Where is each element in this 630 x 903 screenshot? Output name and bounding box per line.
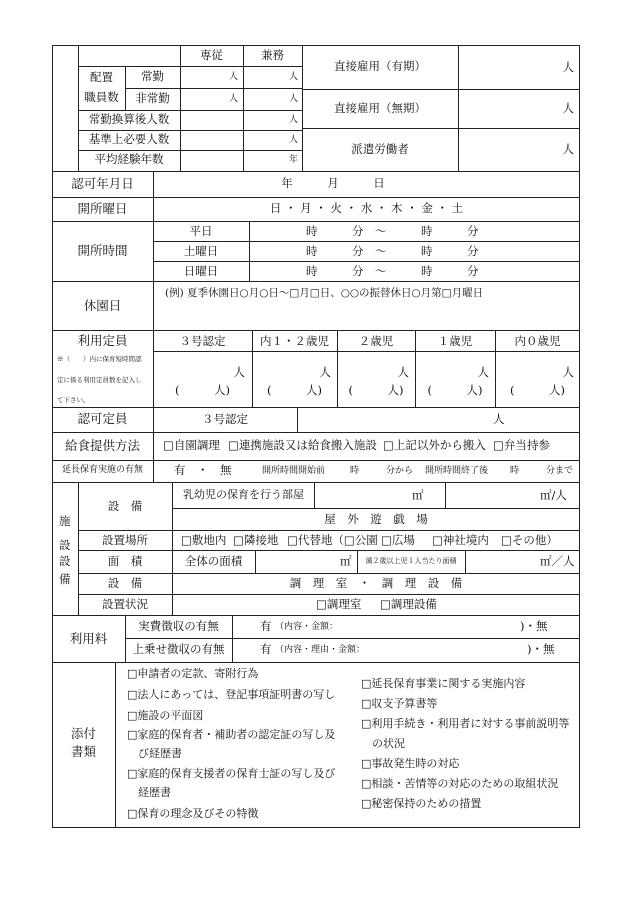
unit-person: 人	[288, 72, 298, 82]
capacity-col-category3: ３号認定	[179, 334, 226, 348]
unit-person: 人	[493, 412, 505, 426]
equipment-label: 設 備	[107, 499, 143, 513]
extended-start-label: 開所時間開始前	[262, 466, 326, 476]
unit-person: 人	[228, 94, 238, 104]
unit-person: 人	[233, 365, 245, 379]
extra-charge-yes[interactable]: 有	[260, 642, 272, 656]
sunday-hours-field[interactable]: 時 分 ～ 時 分	[306, 264, 479, 278]
attachment-item-complaints[interactable]: □相談・苦情等の対応のための取組状況	[361, 777, 559, 790]
location-other[interactable]: □その他）	[501, 533, 558, 547]
attachment-item-supporter-cert-cont: 経歴書	[127, 786, 171, 799]
unit-person: 人	[288, 115, 298, 125]
required-staff-label: 基準上必要人数	[88, 132, 170, 146]
fees-label: 利用料	[69, 631, 108, 646]
capacity-col-age1-2: 内１・２歳児	[260, 334, 329, 348]
location-label: 設置場所	[102, 533, 148, 547]
extra-charge-label: 上乗せ徴収の有無	[132, 642, 225, 656]
attachment-item-accident[interactable]: □事故発生時の対応	[361, 757, 460, 770]
unit-year: 年	[288, 155, 298, 165]
attachment-item-philosophy[interactable]: □保育の理念及びその特徴	[127, 807, 259, 820]
attachment-item-floor-plan[interactable]: □施設の平面図	[127, 709, 204, 722]
capacity-shorttime-field[interactable]: ( 人)	[267, 383, 322, 397]
attachments-label: 添付	[70, 726, 96, 741]
weekday-label: 平日	[189, 224, 213, 238]
area-per-child-label: 満２歳以上児１人当たり面積	[365, 557, 457, 565]
open-days-label: 開所曜日	[77, 201, 128, 216]
meal-option-partner-facility[interactable]: □連携施設又は給食搬入施設	[228, 438, 377, 452]
equipment-label: 設 備	[107, 576, 143, 590]
actual-cost-label: 実費徴収の有無	[138, 619, 219, 633]
capacity-shorttime-field[interactable]: ( 人)	[510, 383, 565, 397]
avg-experience-label: 平均経験年数	[94, 152, 164, 166]
unit-person: 人	[562, 142, 574, 156]
extra-charge-no[interactable]: )・無	[527, 642, 555, 656]
capacity-note-line: ※（ ）内に保育短時間認	[57, 355, 142, 363]
extended-start-time-field[interactable]: 時 分から	[350, 466, 414, 476]
attachment-item-extended-care[interactable]: □延長保育事業に関する実施内容	[361, 677, 526, 690]
meal-option-own-kitchen[interactable]: □自園調理	[163, 438, 220, 452]
capacity-shorttime-field[interactable]: ( 人)	[348, 383, 404, 397]
direct-fixed-term-label: 直接雇用（有期）	[334, 59, 426, 73]
capacity-note-line: 定に係る利用定員数を記入し	[57, 376, 142, 384]
weekday-hours-field[interactable]: 時 分 ～ 時 分	[306, 224, 479, 238]
attachment-item-bylaws[interactable]: □申請者の定款、寄附行為	[127, 667, 259, 680]
dispatched-worker-label: 派遣労働者	[351, 142, 409, 156]
unit-person: 人	[562, 60, 574, 74]
attachment-item-budget[interactable]: □収支予算書等	[361, 697, 438, 710]
attachment-item-supporter-cert[interactable]: □家庭的保育支援者の保育士証の写し及び	[127, 767, 336, 780]
unit-m2-per-child: ㎡/人	[540, 488, 567, 502]
attachment-item-caregiver-cert[interactable]: □家庭的保育者・補助者の認定証の写し及	[127, 728, 336, 741]
attachments-label: 書類	[70, 744, 96, 759]
capacity-col-age0: 内０歳児	[514, 334, 561, 348]
status-kitchen-equipment[interactable]: □調理設備	[380, 597, 437, 611]
actual-cost-detail-field[interactable]: （内容・金額：	[275, 622, 339, 632]
holiday-label: 休園日	[83, 298, 122, 313]
actual-cost-yes[interactable]: 有	[260, 619, 272, 633]
extended-care-label: 延長保育実施の有無	[61, 465, 143, 475]
col-fulltime-header: 専従	[200, 48, 223, 62]
location-on-site[interactable]: □敷地内	[181, 533, 227, 547]
facility-side-label: 備	[59, 572, 71, 586]
direct-indefinite-label: 直接雇用（無期）	[334, 101, 426, 115]
capacity-shorttime-field[interactable]: ( 人)	[175, 383, 230, 397]
unit-person: 人	[228, 72, 238, 82]
outdoor-playground-label: 屋 外 遊 戯 場	[324, 512, 428, 526]
unit-person: 人	[288, 135, 298, 145]
extended-end-time-field[interactable]: 時 分まで	[510, 466, 574, 476]
capacity-col-age2: ２歳児	[358, 334, 394, 348]
unit-person: 人	[562, 101, 574, 115]
extra-charge-detail-field[interactable]: （内容・理由・金額：	[275, 645, 366, 655]
total-area-label: 全体の面積	[184, 554, 243, 568]
attachment-item-confidentiality[interactable]: □秘密保持のための措置	[361, 797, 482, 810]
capacity-label: 利用定員	[77, 333, 128, 348]
extended-end-label: 開所時間終了後	[425, 466, 489, 476]
col-concurrent-header: 兼務	[261, 48, 284, 62]
installation-status-label: 設置状況	[102, 597, 148, 611]
meal-method-label: 給食提供方法	[64, 438, 140, 453]
actual-cost-no[interactable]: )・無	[520, 619, 548, 633]
approved-capacity-category: ３号認定	[202, 412, 248, 426]
facility-side-label: 設	[59, 554, 71, 568]
meal-option-bento[interactable]: □弁当持参	[493, 438, 550, 452]
infant-room-label: 乳幼児の保育を行う部屋	[183, 488, 304, 501]
unit-person: 人	[319, 365, 331, 379]
unit-person: 人	[397, 365, 409, 379]
unit-person: 人	[477, 365, 489, 379]
capacity-shorttime-field[interactable]: ( 人)	[427, 383, 483, 397]
open-days-options[interactable]: 日 ・ 月 ・ 火 ・ 水 ・ 木 ・ 金 ・ 土	[269, 201, 464, 215]
assigned-staff-label-2: 職員数	[84, 90, 119, 104]
sunday-label: 日曜日	[183, 264, 219, 278]
open-hours-label: 開所時間	[77, 243, 128, 258]
attachment-item-procedure[interactable]: □利用手続き・利用者に対する事前説明等	[361, 717, 570, 730]
area-label: 面 積	[107, 554, 143, 568]
kitchen-label: 調 理 室 ・ 調 理 設 備	[289, 576, 463, 590]
unit-m2: ㎡	[412, 488, 424, 502]
capacity-col-age1: １歳児	[437, 334, 473, 348]
unit-m2: ㎡	[340, 554, 352, 568]
parttime-label: 非常勤	[135, 91, 170, 105]
attachment-item-procedure-cont: の状況	[361, 737, 405, 750]
facility-side-label: 施	[59, 514, 71, 528]
assigned-staff-label-1: 配置	[90, 70, 113, 84]
facility-side-label: 設	[59, 538, 71, 552]
location-shrine[interactable]: □神社境内	[432, 533, 489, 547]
converted-fulltime-label: 常勤換算後人数	[88, 112, 170, 126]
fulltime-label: 常勤	[141, 69, 164, 83]
approval-date-label: 認可年月日	[71, 176, 134, 191]
unit-person: 人	[562, 365, 574, 379]
approved-capacity-label: 認可定員	[77, 411, 128, 426]
location-adjacent[interactable]: □隣接地	[233, 533, 279, 547]
holiday-example-text[interactable]: (例) 夏季休園日○月○日～□月□日、○○の振替休日○月第□月曜日	[165, 287, 484, 299]
approval-date-field[interactable]: 年 月 日	[281, 176, 385, 190]
saturday-hours-field[interactable]: 時 分 ～ 時 分	[306, 244, 479, 258]
saturday-label: 土曜日	[183, 244, 219, 258]
capacity-note-line: て下さい。	[57, 396, 90, 404]
attachment-item-registration[interactable]: □法人にあっては、登記事項証明書の写し	[127, 688, 336, 701]
status-kitchen-room[interactable]: □調理室	[316, 597, 362, 611]
unit-m2-per-person: ㎡／人	[540, 554, 575, 568]
location-alternative-park[interactable]: □代替地（□公園	[287, 533, 378, 547]
meal-option-other-delivery[interactable]: □上記以外から搬入	[383, 438, 486, 452]
unit-person: 人	[288, 94, 298, 104]
extended-care-yes-no[interactable]: 有 ・ 無	[174, 463, 232, 477]
location-plaza[interactable]: □広場	[381, 533, 415, 547]
attachment-item-caregiver-cert-cont: び経歴書	[127, 747, 182, 760]
